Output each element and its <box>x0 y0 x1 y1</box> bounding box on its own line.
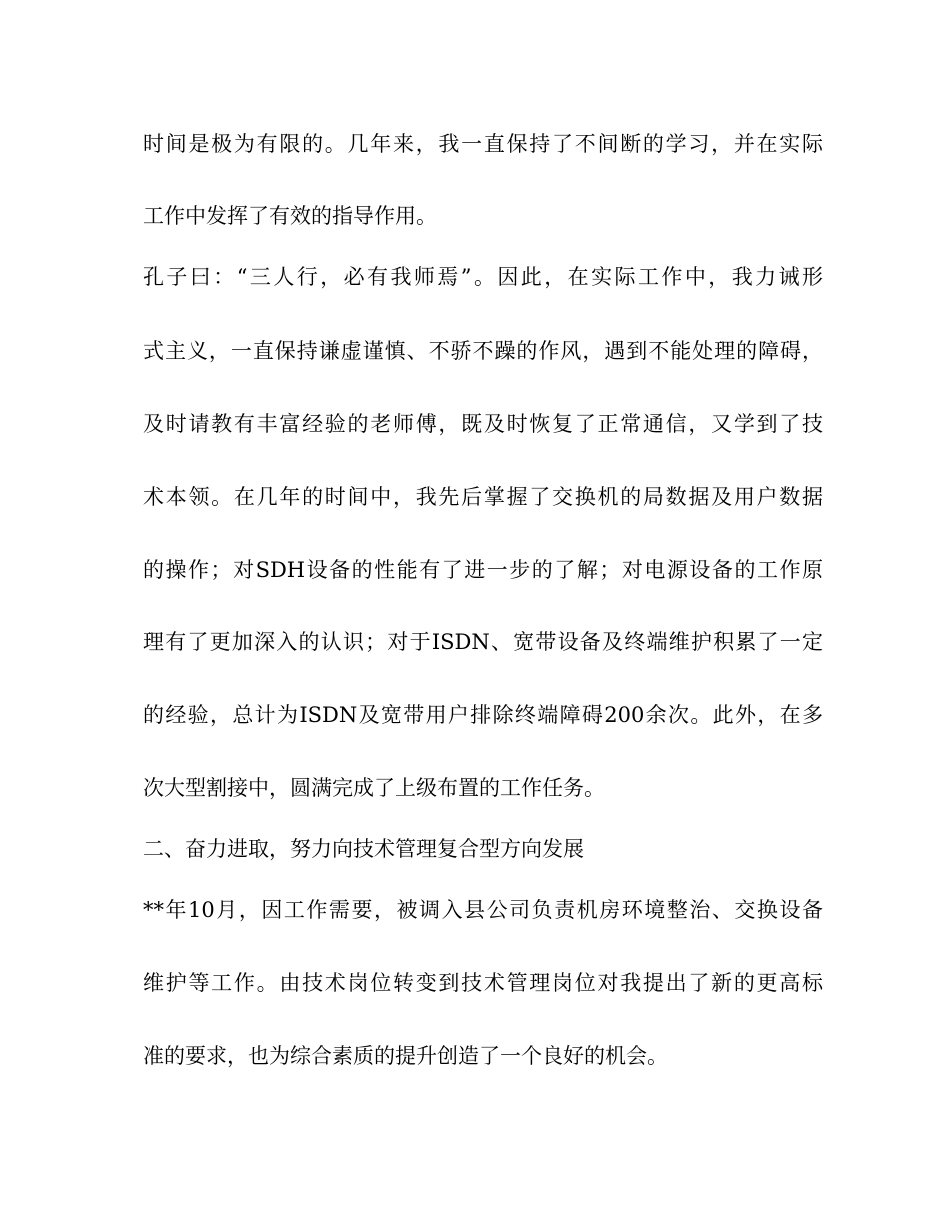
body-text-line: 维护等工作。由技术岗位转变到技术管理岗位对我提出了新的更高标 <box>143 971 823 995</box>
body-text-line: **年10月，因工作需要，被调入县公司负责机房环境整治、交换设备 <box>143 898 823 922</box>
section-heading: 二、奋力进取，努力向技术管理复合型方向发展 <box>143 837 584 861</box>
body-text-line: 式主义，一直保持谦虚谨慎、不骄不躁的作风，遇到不能处理的障碍， <box>143 339 823 363</box>
body-text-line: 的经验，总计为ISDN及宽带用户排除终端障碍200余次。此外，在多 <box>143 703 823 727</box>
body-text-line: 时间是极为有限的。几年来，我一直保持了不间断的学习，并在实际 <box>143 132 823 156</box>
body-text-line: 孔子曰：“三人行，必有我师焉”。因此，在实际工作中，我力诫形 <box>143 265 823 289</box>
body-text-line: 工作中发挥了有效的指导作用。 <box>143 204 437 228</box>
body-text-line: 的操作；对SDH设备的性能有了进一步的了解；对电源设备的工作原 <box>143 558 823 582</box>
body-text-line: 术本领。在几年的时间中，我先后掌握了交换机的局数据及用户数据 <box>143 485 823 509</box>
body-text-line: 次大型割接中，圆满完成了上级布置的工作任务。 <box>143 776 605 800</box>
body-text-line: 准的要求，也为综合素质的提升创造了一个良好的机会。 <box>143 1044 668 1068</box>
body-text-line: 理有了更加深入的认识；对于ISDN、宽带设备及终端维护积累了一定 <box>143 630 823 654</box>
body-text-line: 及时请教有丰富经验的老师傅，既及时恢复了正常通信，又学到了技 <box>143 412 823 436</box>
